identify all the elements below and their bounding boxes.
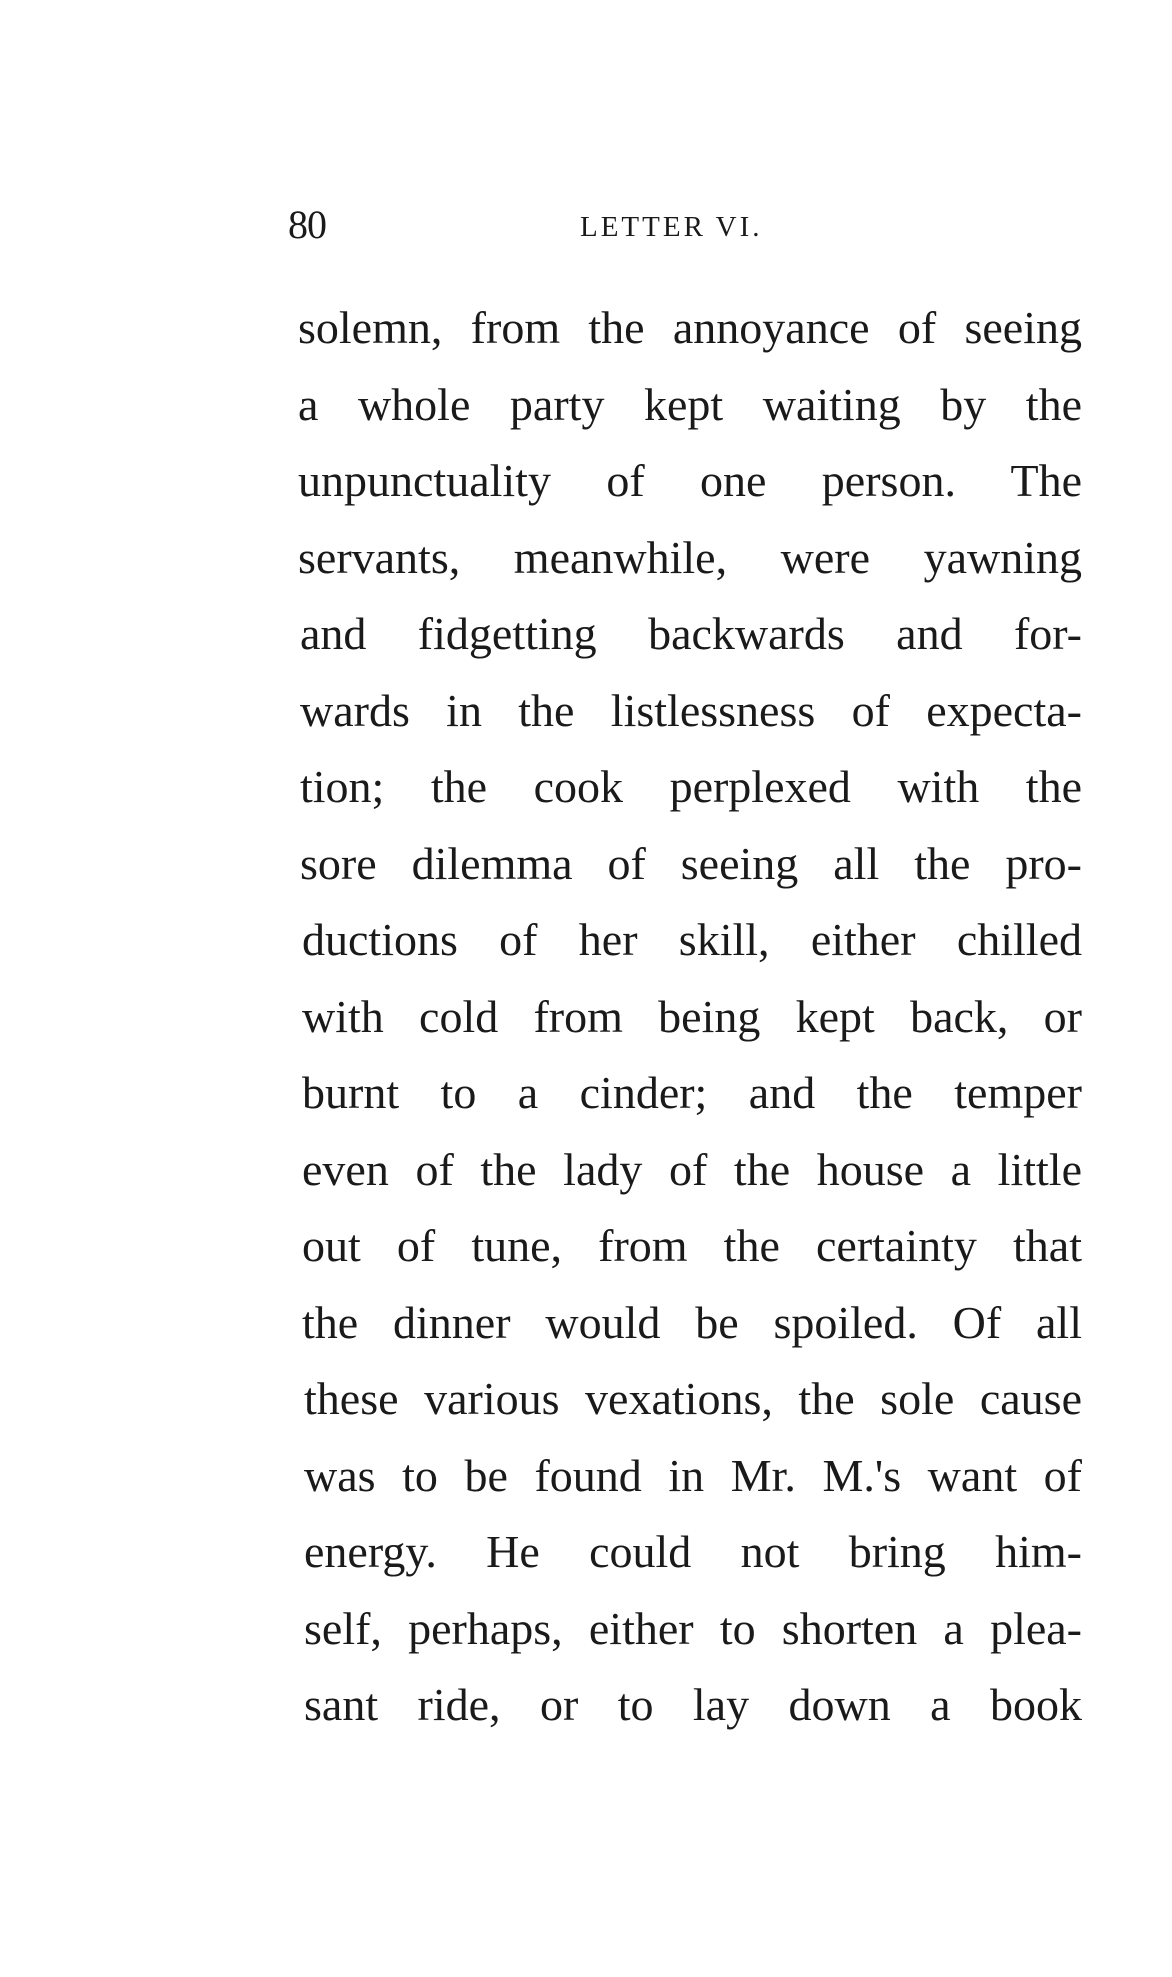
text-line: solemn, from the annoyance of seeing — [298, 302, 1082, 353]
body-text — [298, 290, 1082, 1744]
text-line: a whole party kept waiting by the — [298, 378, 1082, 430]
text-line: self, perhaps, either to shorten a plea- — [304, 1602, 1082, 1654]
page-number: 80 — [288, 202, 326, 247]
text-line: was to be found in Mr. M.'s want of — [304, 1449, 1082, 1501]
text-line: the dinner would be spoiled. Of all — [302, 1296, 1082, 1348]
chapter-title: LETTER VI. — [580, 211, 763, 243]
text-line: servants, meanwhile, were yawning — [298, 531, 1082, 583]
text-line: even of the lady of the house a little — [302, 1143, 1082, 1195]
text-line: unpunctuality of one person. The — [298, 455, 1082, 506]
text-line: sore dilemma of seeing all the pro- — [300, 837, 1082, 889]
text-line: ductions of her skill, either chilled — [302, 914, 1082, 965]
text-line: tion; the cook perplexed with the — [300, 761, 1082, 812]
text-line: wards in the listlessness of expecta- — [300, 684, 1082, 736]
text-line: with cold from being kept back, or — [302, 990, 1082, 1042]
text-line: sant ride, or to lay down a book — [304, 1679, 1082, 1730]
text-line: out of tune, from the certainty that — [302, 1220, 1082, 1271]
text-line: these various vexations, the sole cause — [304, 1373, 1082, 1424]
text-line: burnt to a cinder; and the temper — [302, 1067, 1082, 1118]
text-line: energy. He could not bring him- — [304, 1526, 1082, 1577]
running-head — [288, 200, 1088, 250]
text-line: and fidgetting backwards and for- — [300, 608, 1082, 659]
